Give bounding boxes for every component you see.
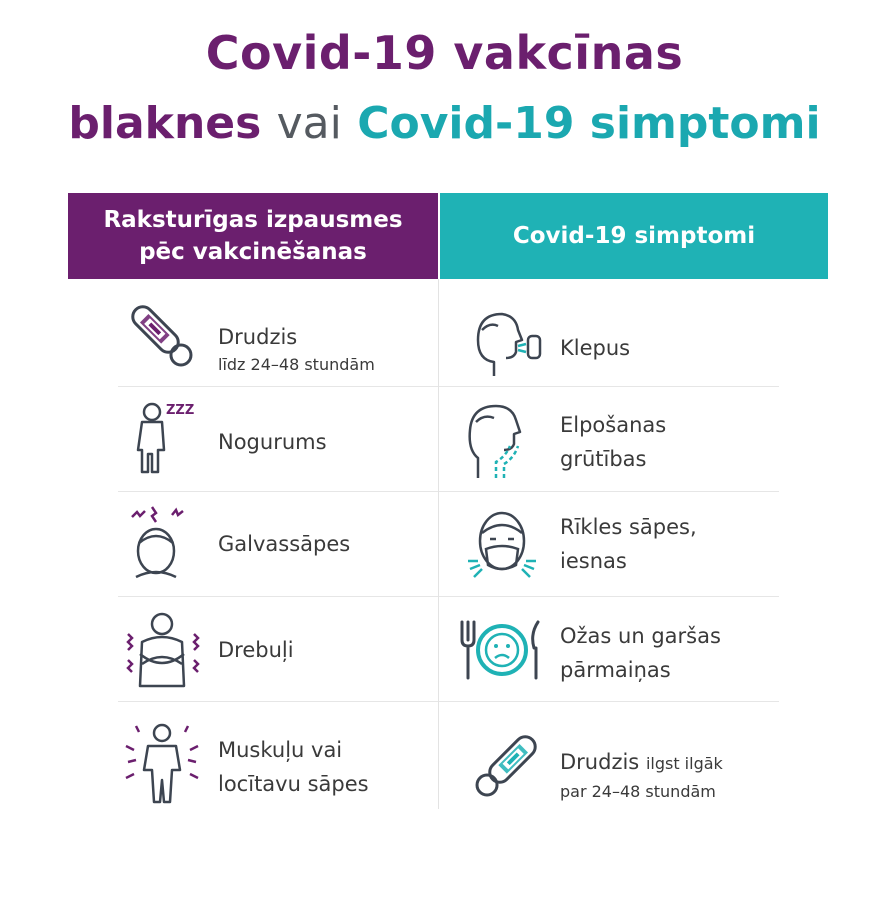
right-label-3b: iesnas [560, 549, 627, 573]
subtitle-part-covid: Covid-19 simptomi [357, 98, 821, 149]
right-label-2b: grūtības [560, 447, 647, 471]
right-label-4a: Ožas un garšas [560, 624, 721, 648]
row-divider [439, 386, 779, 387]
row-divider [439, 491, 779, 492]
row-divider [118, 596, 438, 597]
thermometer-icon [126, 300, 202, 376]
left-label-5b: locītavu sāpes [218, 772, 369, 796]
right-label-5-main: Drudzis [560, 750, 640, 774]
column-divider [438, 279, 439, 809]
right-label-3a: Rīkles sāpes, [560, 515, 697, 539]
row-divider [118, 386, 438, 387]
header-left-line2: pēc vakcinēšanas [139, 239, 367, 265]
right-label-2a: Elpošanas [560, 413, 667, 437]
chills-icon [122, 610, 202, 690]
right-sublabel-5: par 24–48 stundām [560, 782, 716, 801]
svg-text:ZZZ: ZZZ [166, 403, 195, 418]
left-label-5a: Muskuļu vai [218, 738, 343, 762]
right-label-4b: pārmaiņas [560, 658, 671, 682]
row-divider [439, 701, 779, 702]
header-covid-symptoms [440, 193, 828, 279]
tired-person-icon [126, 400, 202, 476]
left-label-4: Drebuļi [218, 638, 294, 662]
sore-throat-icon [462, 503, 542, 583]
page-subtitle [0, 98, 889, 149]
thermometer-icon [466, 730, 542, 806]
left-label-1: Drudzis [218, 325, 298, 349]
breathing-icon [466, 400, 542, 480]
muscle-pain-icon [122, 722, 202, 804]
subtitle-part-or: vai [276, 98, 342, 149]
left-label-3: Galvassāpes [218, 532, 351, 556]
header-left-line1: Raksturīgas izpausmes [103, 207, 403, 233]
taste-smell-icon [456, 616, 546, 684]
row-divider [439, 596, 779, 597]
left-label-2: Nogurums [218, 430, 327, 454]
subtitle-part-vaccine: blaknes [68, 98, 262, 149]
page-title: Covid-19 vakcīnas [205, 26, 684, 80]
cough-icon [464, 306, 544, 378]
header-vaccine-effects [68, 193, 438, 279]
row-divider [118, 701, 438, 702]
left-sublabel-1: līdz 24–48 stundām [218, 355, 375, 374]
right-label-1: Klepus [560, 336, 631, 360]
headache-icon [126, 503, 202, 579]
right-label-5-suffix: ilgst ilgāk [645, 754, 723, 773]
row-divider [118, 491, 438, 492]
header-right-label: Covid-19 simptomi [512, 223, 756, 249]
